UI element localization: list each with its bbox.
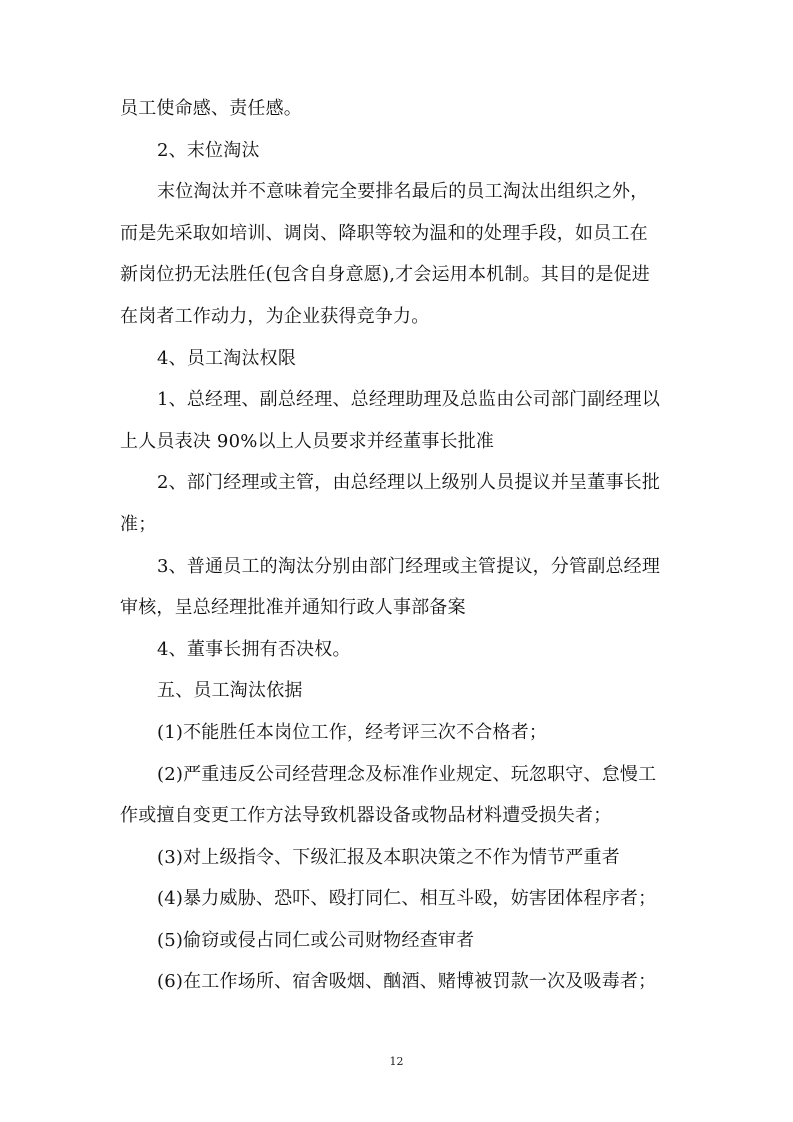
text-line: 准； — [120, 513, 157, 535]
text-line: (6)在工作场所、宿舍吸烟、酗酒、赌博被罚款一次及吸毒者； — [157, 971, 657, 993]
text-line: (2)严重违反公司经营理念及标准作业规定、玩忽职守、怠慢工 — [157, 763, 657, 785]
text-line: 1、总经理、副总经理、总经理助理及总监由公司部门副经理以 — [157, 389, 661, 411]
document-body — [120, 88, 680, 1003]
text-line: 3、普通员工的淘汰分别由部门经理或主管提议，分管副总经理 — [157, 555, 661, 577]
text-line: 4、员工淘汰权限 — [157, 347, 297, 369]
text-line: 员工使命感、责任感。 — [120, 98, 302, 119]
text-line: 五、员工淘汰依据 — [157, 680, 303, 702]
text-line: 上人员表决 90%以上人员要求并经董事长批准 — [120, 430, 495, 452]
text-line: 新岗位扔无法胜任(包含自身意愿),才会运用本机制。其目的是促进 — [120, 264, 650, 286]
text-line: 2、部门经理或主管，由总经理以上级别人员提议并呈董事长批 — [157, 472, 661, 494]
text-line: (1)不能胜任本岗位工作，经考评三次不合格者； — [157, 721, 548, 743]
text-line: 4、董事长拥有否决权。 — [157, 638, 351, 660]
text-line: 在岗者工作动力，为企业获得竞争力。 — [120, 305, 430, 327]
text-line: (3)对上级指令、下级汇报及本职决策之不作为情节严重者 — [157, 846, 620, 868]
page-number: 12 — [389, 1055, 404, 1068]
text-line: (4)暴力威胁、恐吓、殴打同仁、相互斗殴，妨害团体程序者； — [157, 888, 657, 910]
text-line: 而是先采取如培训、调岗、降职等较为温和的处理手段，如员工在 — [120, 222, 648, 244]
text-line: 作或擅自变更工作方法导致机器设备或物品材料遭受损失者； — [120, 805, 612, 827]
text-line: 末位淘汰并不意味着完全要排名最后的员工淘汰出组织之外， — [157, 181, 649, 203]
text-line: (5)偷窃或侵占同仁或公司财物经查审者 — [157, 929, 475, 951]
text-line: 审核，呈总经理批准并通知行政人事部备案 — [120, 597, 466, 619]
text-line: 2、末位淘汰 — [157, 139, 260, 161]
